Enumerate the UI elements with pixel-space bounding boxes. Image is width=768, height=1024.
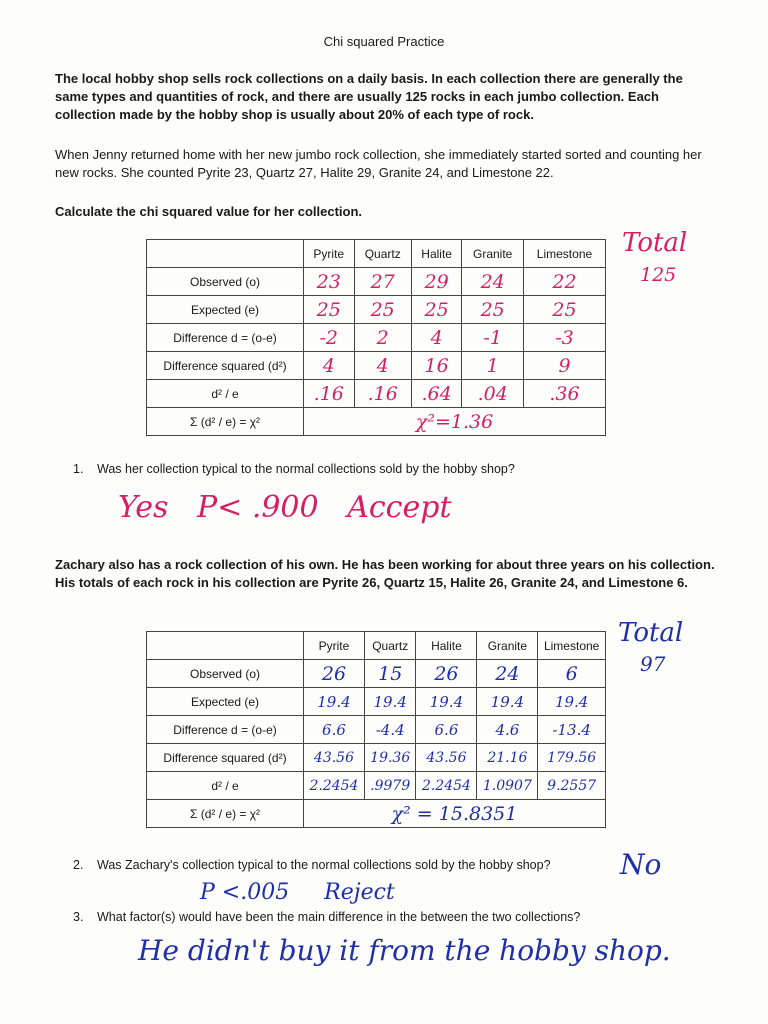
expected-value: 25	[480, 298, 505, 321]
jenny-paragraph: When Jenny returned home with her new jumbo rock collection, she immediately started sorted and counting her new rocks. She counted Pyrite 23, Quartz 27, Halite 29, Granite 24, and Limestone 22.	[55, 147, 702, 180]
header-empty-cell	[147, 632, 304, 660]
row-label: Difference d = (o-e)	[147, 324, 304, 352]
observed-value: 6	[565, 662, 578, 685]
d2-over-e-value: .16	[367, 382, 398, 405]
d2-over-e-value: 2.2454	[309, 777, 359, 794]
calc-prompt: Calculate the chi squared value for her collection.	[55, 204, 363, 219]
chi-table-jenny	[146, 239, 606, 436]
table-header-row	[147, 632, 606, 660]
observed-value: 27	[370, 270, 395, 293]
column-header: Pyrite	[304, 632, 365, 660]
answer-2-detail: P <.005 Reject	[200, 880, 395, 905]
column-header: Limestone	[523, 240, 605, 268]
answer-2: No	[620, 848, 662, 881]
table-row	[147, 688, 606, 716]
column-header: Granite	[477, 632, 538, 660]
answer-1: Yes P< .900 Accept	[118, 490, 452, 525]
observed-value: 24	[495, 662, 520, 685]
row-label: d² / e	[147, 380, 304, 408]
row-label: Observed (o)	[147, 660, 304, 688]
answer-3: He didn't buy it from the hobby shop.	[138, 934, 671, 967]
row-label: Expected (e)	[147, 688, 304, 716]
table-row	[147, 352, 606, 380]
column-header: Limestone	[538, 632, 606, 660]
expected-value: 25	[370, 298, 395, 321]
column-header: Quartz	[364, 632, 416, 660]
d2-over-e-value: 1.0907	[482, 777, 532, 794]
diff-squared-value: 16	[424, 354, 449, 377]
difference-value: 2	[376, 326, 389, 349]
column-header: Quartz	[354, 240, 411, 268]
expected-value: 25	[424, 298, 449, 321]
zachary-paragraph: Zachary also has a rock collection of his own. He has been working for about three years on his collection. His totals of each rock in his collection are Pyrite 26, Quartz 15, Halite 26, Granite 24, and Limestone 6.	[55, 557, 715, 590]
diff-squared-value: 179.56	[547, 749, 597, 766]
diff-squared-value: 4	[322, 354, 335, 377]
d2-over-e-value: .36	[549, 382, 580, 405]
row-label: Difference squared (d²)	[147, 744, 304, 772]
observed-value: 24	[480, 270, 505, 293]
diff-squared-value: 19.36	[370, 749, 411, 766]
difference-value: 4.6	[495, 720, 520, 739]
diff-squared-value: 4	[376, 354, 389, 377]
diff-squared-value: 21.16	[487, 749, 528, 766]
row-label: Observed (o)	[147, 268, 304, 296]
chi-squared-value: χ²=1.36	[415, 410, 494, 433]
difference-value: 6.6	[322, 720, 346, 739]
column-header: Halite	[416, 632, 477, 660]
table-row	[147, 296, 606, 324]
d2-over-e-value: .16	[313, 382, 344, 405]
expected-value: 19.4	[373, 692, 407, 711]
row-label: Difference d = (o-e)	[147, 716, 304, 744]
question-text: Was her collection typical to the normal collections sold by the hobby shop?	[97, 462, 515, 476]
difference-value: -3	[555, 326, 574, 349]
question-text: Was Zachary's collection typical to the normal collections sold by the hobby shop?	[97, 858, 551, 872]
table-row	[147, 268, 606, 296]
question-text: What factor(s) would have been the main difference in the between the two collections?	[97, 910, 581, 924]
row-label: Difference squared (d²)	[147, 352, 304, 380]
diff-squared-value: 9	[558, 354, 571, 377]
d2-over-e-value: 9.2557	[547, 777, 597, 794]
total-value: 97	[640, 652, 666, 676]
expected-value: 19.4	[554, 692, 589, 711]
diff-squared-value: 43.56	[426, 749, 467, 766]
difference-value: -13.4	[552, 720, 591, 739]
question-2	[73, 858, 551, 872]
row-label: Expected (e)	[147, 296, 304, 324]
expected-value: 19.4	[429, 692, 464, 711]
difference-value: 4	[430, 326, 443, 349]
table-row	[147, 380, 606, 408]
expected-value: 19.4	[490, 692, 525, 711]
question-number: 1.	[73, 462, 84, 476]
d2-over-e-value: .04	[477, 382, 508, 405]
expected-value: 19.4	[317, 692, 351, 711]
total-value: 125	[640, 264, 677, 286]
diff-squared-value: 1	[486, 354, 499, 377]
page-title: Chi squared Practice	[323, 34, 445, 49]
observed-value: 15	[378, 662, 403, 685]
d2-over-e-value: .64	[421, 382, 452, 405]
question-1	[73, 462, 515, 476]
header-empty-cell	[147, 240, 304, 268]
difference-value: -4.4	[375, 720, 405, 739]
observed-value: 22	[552, 270, 577, 293]
question-number: 3.	[73, 910, 84, 924]
observed-value: 26	[434, 662, 459, 685]
d2-over-e-value: .9979	[370, 777, 411, 794]
row-label: d² / e	[147, 772, 304, 800]
difference-value: -1	[483, 326, 502, 349]
column-header: Halite	[411, 240, 462, 268]
table-row	[147, 716, 606, 744]
question-number: 2.	[73, 858, 84, 872]
intro-paragraph: The local hobby shop sells rock collections on a daily basis. In each collection there are generally the same types and quantities of rock, and there are usually 125 rocks in each jumbo collection. Each collection made by the hobby shop is usually about 20% of each type of rock.	[55, 71, 683, 122]
difference-value: 6.6	[434, 720, 459, 739]
table-header-row	[147, 240, 606, 268]
d2-over-e-value: 2.2454	[421, 777, 471, 794]
chi-squared-value: χ² = 15.8351	[391, 802, 518, 825]
table-row	[147, 324, 606, 352]
table-row	[147, 800, 606, 828]
row-label: Σ (d² / e) = χ²	[147, 800, 304, 828]
table-row	[147, 772, 606, 800]
diff-squared-value: 43.56	[313, 749, 354, 766]
row-label: Σ (d² / e) = χ²	[147, 408, 304, 436]
table-row	[147, 744, 606, 772]
expected-value: 25	[552, 298, 577, 321]
expected-value: 25	[316, 298, 341, 321]
question-3	[73, 910, 580, 924]
observed-value: 29	[424, 270, 449, 293]
column-header: Granite	[462, 240, 524, 268]
observed-value: 23	[316, 270, 341, 293]
observed-value: 26	[321, 662, 347, 685]
total-label: Total	[622, 228, 688, 258]
total-label: Total	[618, 618, 684, 648]
table-row	[147, 408, 606, 436]
chi-table-zachary	[146, 631, 606, 828]
difference-value: -2	[319, 326, 339, 349]
table-row	[147, 660, 606, 688]
column-header: Pyrite	[304, 240, 355, 268]
